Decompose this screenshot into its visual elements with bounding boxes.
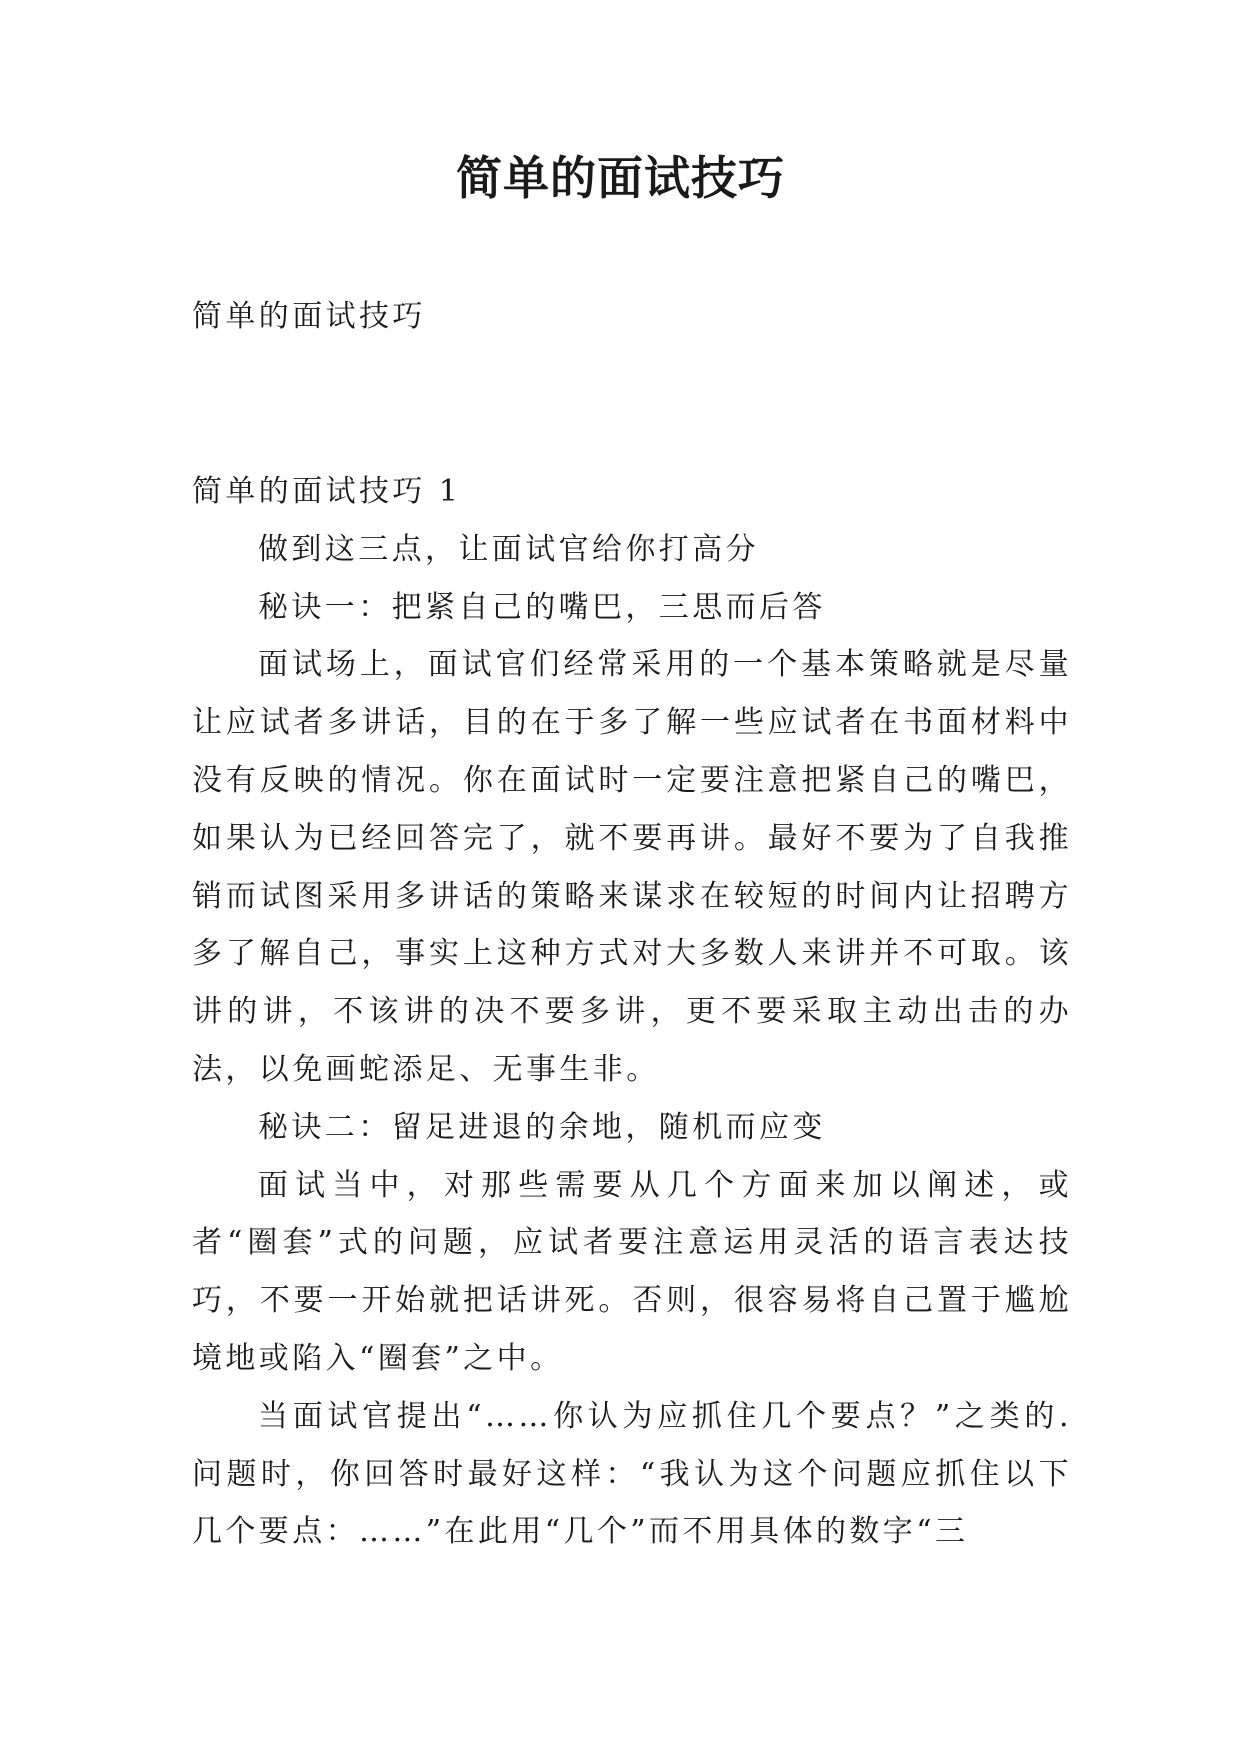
- paragraph-tip-two-body: 面试当中，对那些需要从几个方面来加以阐述，或者“圈套”式的问题，应试者要注意运用灵活的语言表达技巧，不要一开始就把话讲死。否则，很容易将自己置于尴尬境地或陷入“圈套”之中。: [192, 1167, 1072, 1376]
- paragraph-intro: 做到这三点，让面试官给你打高分: [258, 531, 759, 567]
- document-subtitle: 简单的面试技巧: [192, 299, 426, 334]
- paragraph-tip-two-example: 当面试官提出“……你认为应抓住几个要点？”之类的.问题时，你回答时最好这样：“我认为这个问题应抓住以下几个要点：……”在此用“几个”而不用具体的数字“三: [192, 1398, 1072, 1550]
- section-heading: 简单的面试技巧 1: [192, 474, 462, 509]
- document-title: 简单的面试技巧: [456, 151, 785, 205]
- paragraph-tip-one-heading: 秘诀一：把紧自己的嘴巴，三思而后答: [258, 589, 826, 625]
- document-body: [192, 463, 1072, 1561]
- paragraph-tip-one-body: 面试场上，面试官们经常采用的一个基本策略就是尽量让应试者多讲话，目的在于多了解一些应试者在书面材料中没有反映的情况。你在面试时一定要注意把紧自己的嘴巴，如果认为已经回答完了，就不要再讲。最好不要为了自我推销而试图采用多讲话的策略来谋求在较短的时间内让招聘方多了解自己，事实上这种方式对大多数人来讲并不可取。该讲的讲，不该讲的决不要多讲，更不要采取主动出击的办法，以免画蛇添足、无事生非。: [192, 647, 1072, 1087]
- paragraph-tip-two-heading: 秘诀二：留足进退的余地，随机而应变: [258, 1109, 826, 1145]
